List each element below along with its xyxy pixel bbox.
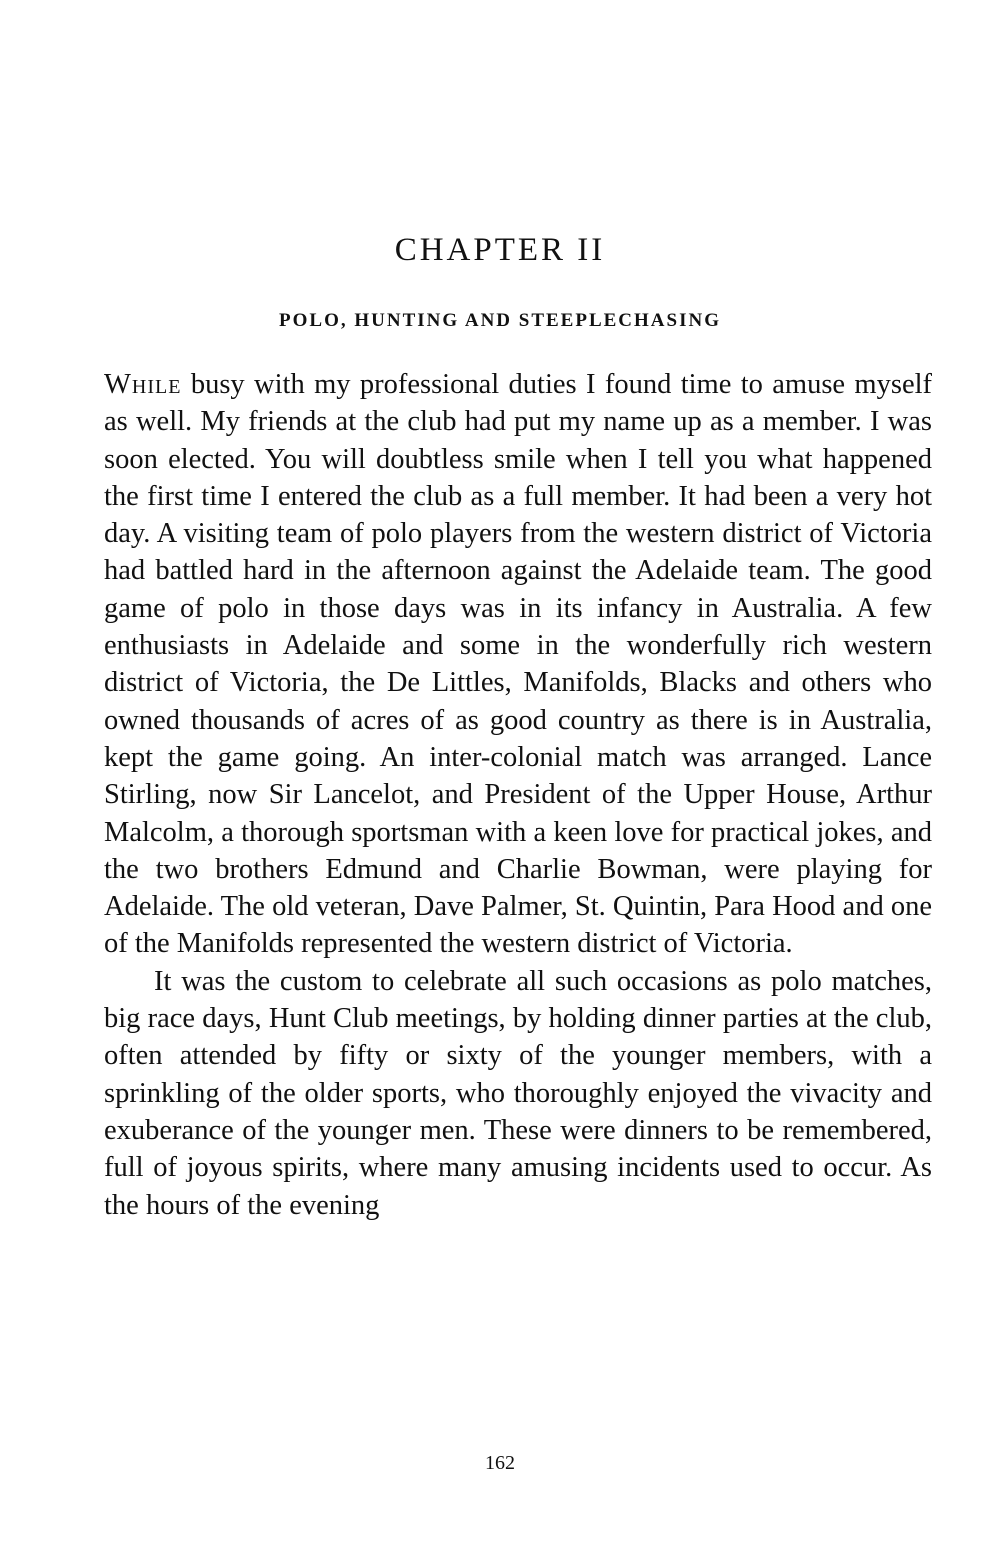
- paragraph-1-text: busy with my professional duties I found time to amuse myself as well. My friends at the club had put my name up as a member. I was soon elected. You will doubtless smile when I tell you what happened the first time I entered the club as a full member. It had been a very hot day. A visiting team of polo players from the western district of Victoria had battled hard in the afternoon against the Adelaide team. The good game of polo in those days was in its infancy in Australia. A few enthusiasts in Adelaide and some in the wonderfully rich western district of Victoria, the De Littles, Manifolds, Blacks and others who owned thousands of acres of as good country as there is in Australia, kept the game going. An inter-colonial match was arranged. Lance Stirling, now Sir Lancelot, and President of the Upper House, Arthur Malcolm, a thorough sportsman with a keen love for practical jokes, and the two brothers Edmund and Charlie Bowman, were playing for Adelaide. The old veteran, Dave Palmer, St. Quintin, Para Hood and one of the Manifolds represented the western district of Victoria.: [104, 369, 933, 960]
- paragraph-lead-word: While: [104, 369, 182, 400]
- chapter-title: CHAPTER II: [394, 232, 606, 268]
- chapter-subtitle: POLO, HUNTING AND STEEPLECHASING: [279, 310, 721, 331]
- page-number: 162: [485, 1452, 515, 1474]
- body-text: [104, 366, 932, 1224]
- paragraph-2: It was the custom to celebrate all such occasions as polo matches, big race days, Hunt Club meetings, by holding dinner parties at the club, often attended by fifty or sixty of the younger members, with a sprinkling of the older sports, who thoroughly enjoyed the vivacity and exuberance of the younger men. These were dinners to be remembered, full of joyous spirits, where many amusing incidents used to occur. As the hours of the evening: [104, 965, 932, 1221]
- paragraph-1: [104, 366, 932, 963]
